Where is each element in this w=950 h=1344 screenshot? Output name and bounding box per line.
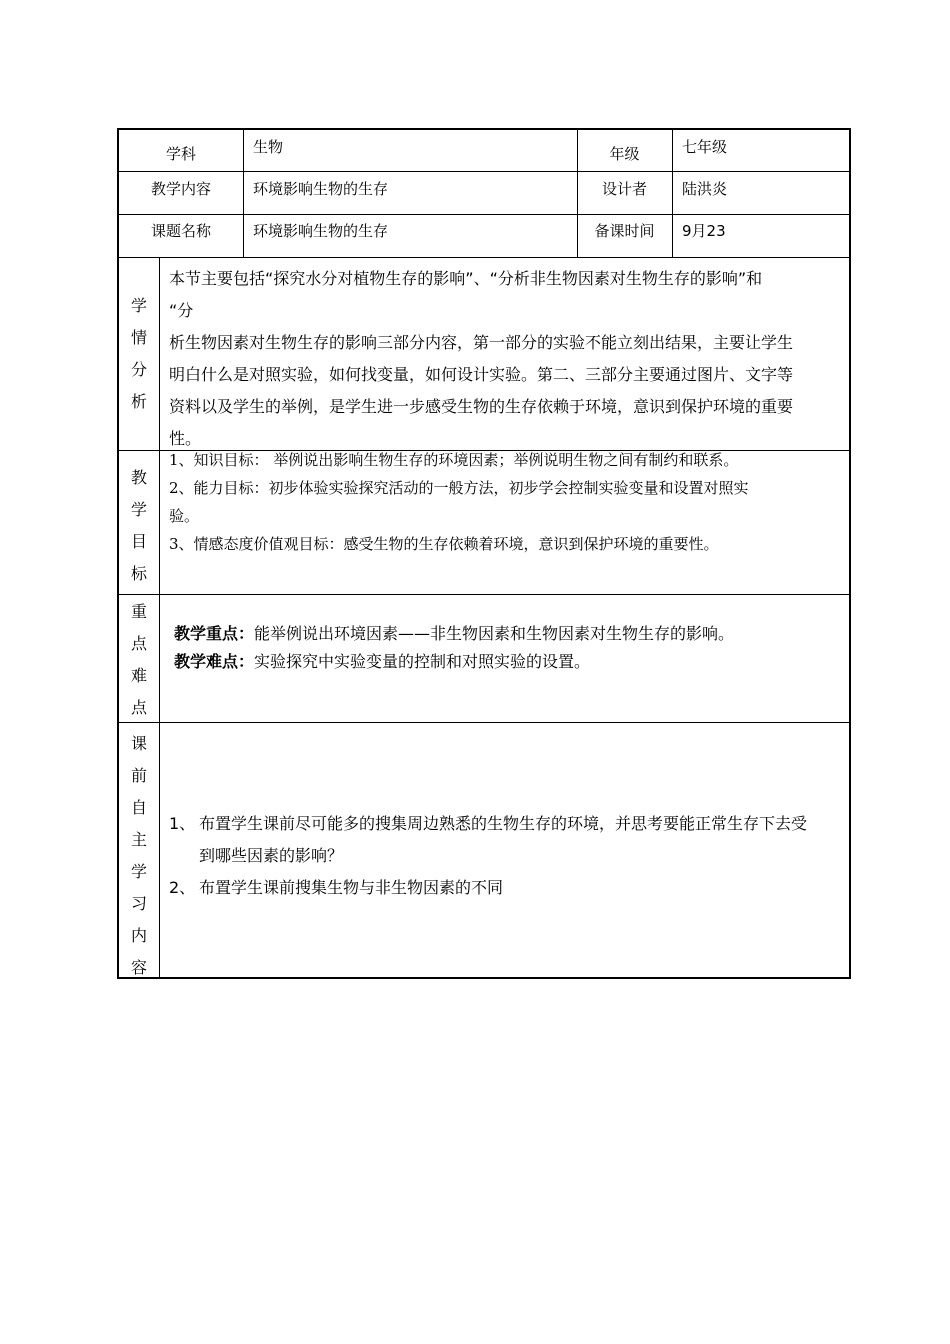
key-points-label: 重 点 难 点 — [130, 602, 147, 717]
analysis-label: 学 情 分 析 — [130, 296, 147, 411]
list-item: 1、 布置学生课前尽可能多的搜集周边熟悉的生物生存的环境，并思考要能正常生存下去受 到哪些因素的影响？ — [169, 814, 808, 865]
key-points-text — [174, 620, 849, 676]
list-item: 2、 布置学生课前搜集生物与非生物因素的不同 — [169, 878, 504, 897]
analysis-text: 本节主要包括“探究水分对植物生存的影响”、“分析非生物因素对生物生存的影响”和 “分 析生物因素对生物生存的影响三部分内容，第一部分的实验不能立刻出结果，主要让学生 明白什么是对照实验，如何找变量，如何设计实验。第二、三部分主要通过图片、文字等 资料以及学生的举例，是学生进一步感受生物的生存依赖于环境，意识到保护环境的重要 性。 — [169, 269, 794, 448]
teaching-difficulty: 教学难点：实验探究中实验变量的控制和对照实验的设置。 — [174, 652, 591, 671]
prep-time-value: 9月23 — [682, 222, 726, 240]
designer-value: 陆洪炎 — [682, 180, 728, 198]
goals-text: 1、知识目标： 举例说出影响生物生存的环境因素；举例说明生物之间有制约和联系。 2、能力目标：初步体验实验探究活动的一般方法，初步学会控制实验变量和设置对照实 验。 3、情感态度价值观目标：感受生物的生存依赖着环境，意识到保护环境的重要性。 — [169, 451, 749, 553]
designer-label: 设计者 — [601, 180, 647, 198]
grade-value: 七年级 — [682, 138, 728, 156]
content-label: 教学内容 — [150, 180, 211, 198]
prep-time-label: 备课时间 — [594, 222, 655, 240]
content-value: 环境影响生物的生存 — [253, 180, 389, 198]
self-study-label: 课 前 自 主 学 习 内 容 — [130, 734, 147, 977]
subject-label: 学科 — [165, 145, 196, 163]
grade-label: 年级 — [609, 145, 640, 163]
goals-label: 教 学 目 标 — [130, 468, 147, 583]
self-study-list — [169, 808, 849, 904]
teaching-focus: 教学重点：能举例说出环境因素——非生物因素和生物因素对生物生存的影响。 — [174, 624, 735, 643]
subject-value: 生物 — [253, 138, 284, 156]
topic-label: 课题名称 — [150, 222, 211, 240]
topic-value: 环境影响生物的生存 — [253, 222, 389, 240]
lesson-plan-table — [117, 128, 851, 979]
